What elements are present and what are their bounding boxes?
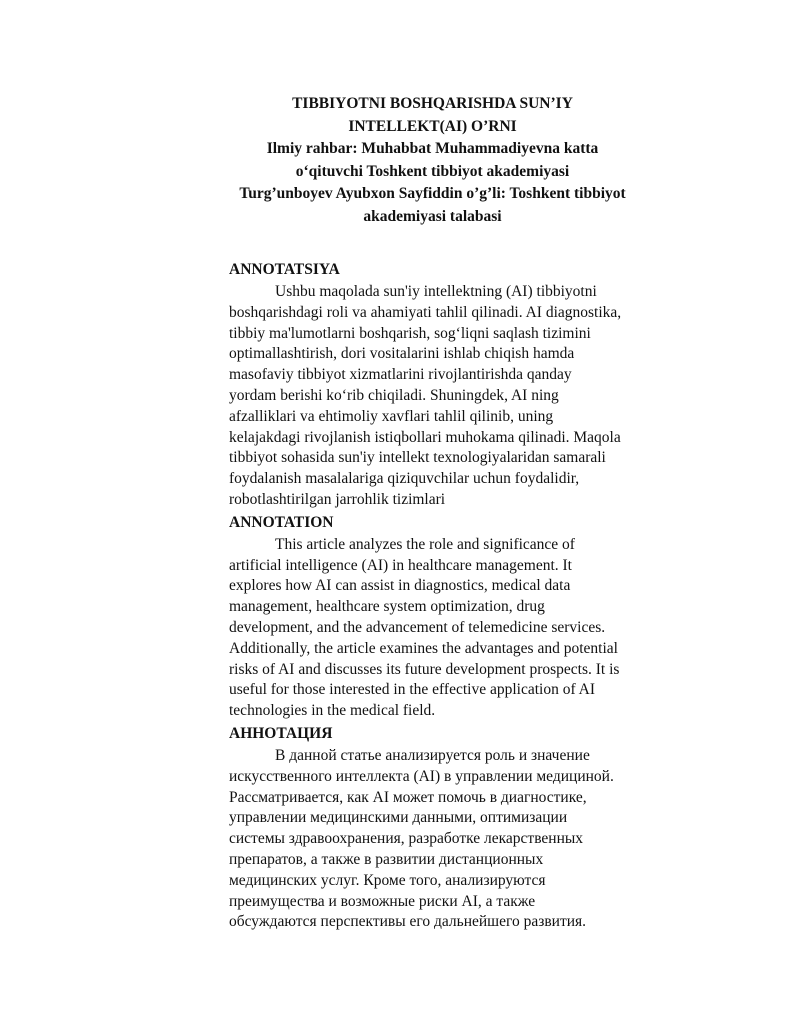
abstract-line: преимущества и возможные риски AI, а также — [229, 892, 536, 910]
abstract-uz — [229, 282, 649, 511]
abstract-line: yordam berishi ko‘rib chiqiladi. Shuningdek, AI ning — [229, 386, 559, 404]
abstract-line: foydalanish masalalariga qiziquvchilar uchun foydalidir, — [229, 470, 580, 488]
abstract-line: tibbiyot sohasida sun'iy intellekt texnologiyalaridan samarali — [229, 449, 606, 467]
author-line: Turg’unboyev Ayubxon Sayfiddin o’g’li: Toshkent tibbiyot — [239, 185, 626, 202]
abstract-line: explores how AI can assist in diagnostics, medical data — [229, 577, 571, 595]
author-line: akademiyasi talabasi — [363, 207, 502, 225]
abstract-line: development, and the advancement of telemedicine services. — [229, 618, 606, 636]
abstract-line: boshqarishdagi roli va ahamiyati tahlil qilinadi. AI diagnostika, — [229, 303, 622, 321]
abstract-line: management, healthcare system optimization, drug — [229, 598, 545, 616]
abstract-line: optimallashtirish, dori vositalarini ishlab chiqish hamda — [229, 345, 575, 363]
abstract-line: robotlashtirilgan jarrohlik tizimlari — [229, 490, 446, 508]
abstract-line: tibbiy ma'lumotlarni boshqarish, sog‘liqni saqlash tizimini — [229, 324, 591, 342]
heading-annotatsiya-ru: АННОТАЦИЯ — [229, 724, 333, 742]
abstract-line: управлении медицинскими данными, оптимизации — [229, 809, 568, 827]
supervisor-line: o‘qituvchi Toshkent tibbiyot akademiyasi — [295, 162, 570, 180]
abstract-line: искусственного интеллекта (AI) в управлении медициной. — [229, 767, 614, 785]
abstract-line: обсуждаются перспективы его дальнейшего развития. — [229, 913, 587, 931]
abstract-line: медицинских услуг. Кроме того, анализируются — [229, 871, 546, 889]
abstract-ru — [229, 746, 649, 933]
supervisor-line: Ilmiy rahbar: Muhabbat Muhammadiyevna katta — [266, 140, 599, 157]
abstract-line: afzalliklari va ehtimoliy xavflari tahlil qilinib, uning — [229, 407, 554, 425]
abstract-line: Additionally, the article examines the advantages and potential — [229, 639, 618, 657]
heading-annotation: ANNOTATION — [229, 513, 334, 531]
abstract-line: technologies in the medical field. — [229, 702, 436, 720]
abstract-line: Ushbu maqolada sun'iy intellektning (AI) tibbiyotni — [275, 283, 597, 300]
abstract-line: В данной статье анализируется роль и значение — [275, 746, 590, 764]
abstract-line: Рассматривается, как AI может помочь в диагностике, — [229, 788, 587, 806]
abstract-en — [229, 535, 649, 722]
abstract-line: masofaviy tibbiyot xizmatlarini rivojlantirishda qanday — [229, 366, 572, 384]
abstract-line: This article analyzes the role and significance of — [275, 535, 575, 553]
article-title-line: INTELLEKT(AI) O’RNI — [348, 117, 517, 135]
abstract-line: risks of AI and discusses its future development prospects. It is — [229, 660, 620, 678]
abstract-line: препаратов, а также в развитии дистанционных — [229, 850, 544, 868]
article-title-line: TIBBIYOTNI BOSHQARISHDA SUN’IY — [292, 95, 573, 112]
abstract-line: kelajakdagi rivojlanish istiqbollari muhokama qilinadi. Maqola — [229, 428, 621, 446]
article-title-block — [200, 93, 665, 228]
abstract-line: useful for those interested in the effective application of AI — [229, 681, 595, 699]
abstract-line: системы здравоохранения, разработке лекарственных — [229, 830, 584, 848]
heading-annotatsiya: ANNOTATSIYA — [229, 261, 340, 278]
abstracts-content — [229, 258, 649, 933]
abstract-line: artificial intelligence (AI) in healthcare management. It — [229, 556, 572, 574]
